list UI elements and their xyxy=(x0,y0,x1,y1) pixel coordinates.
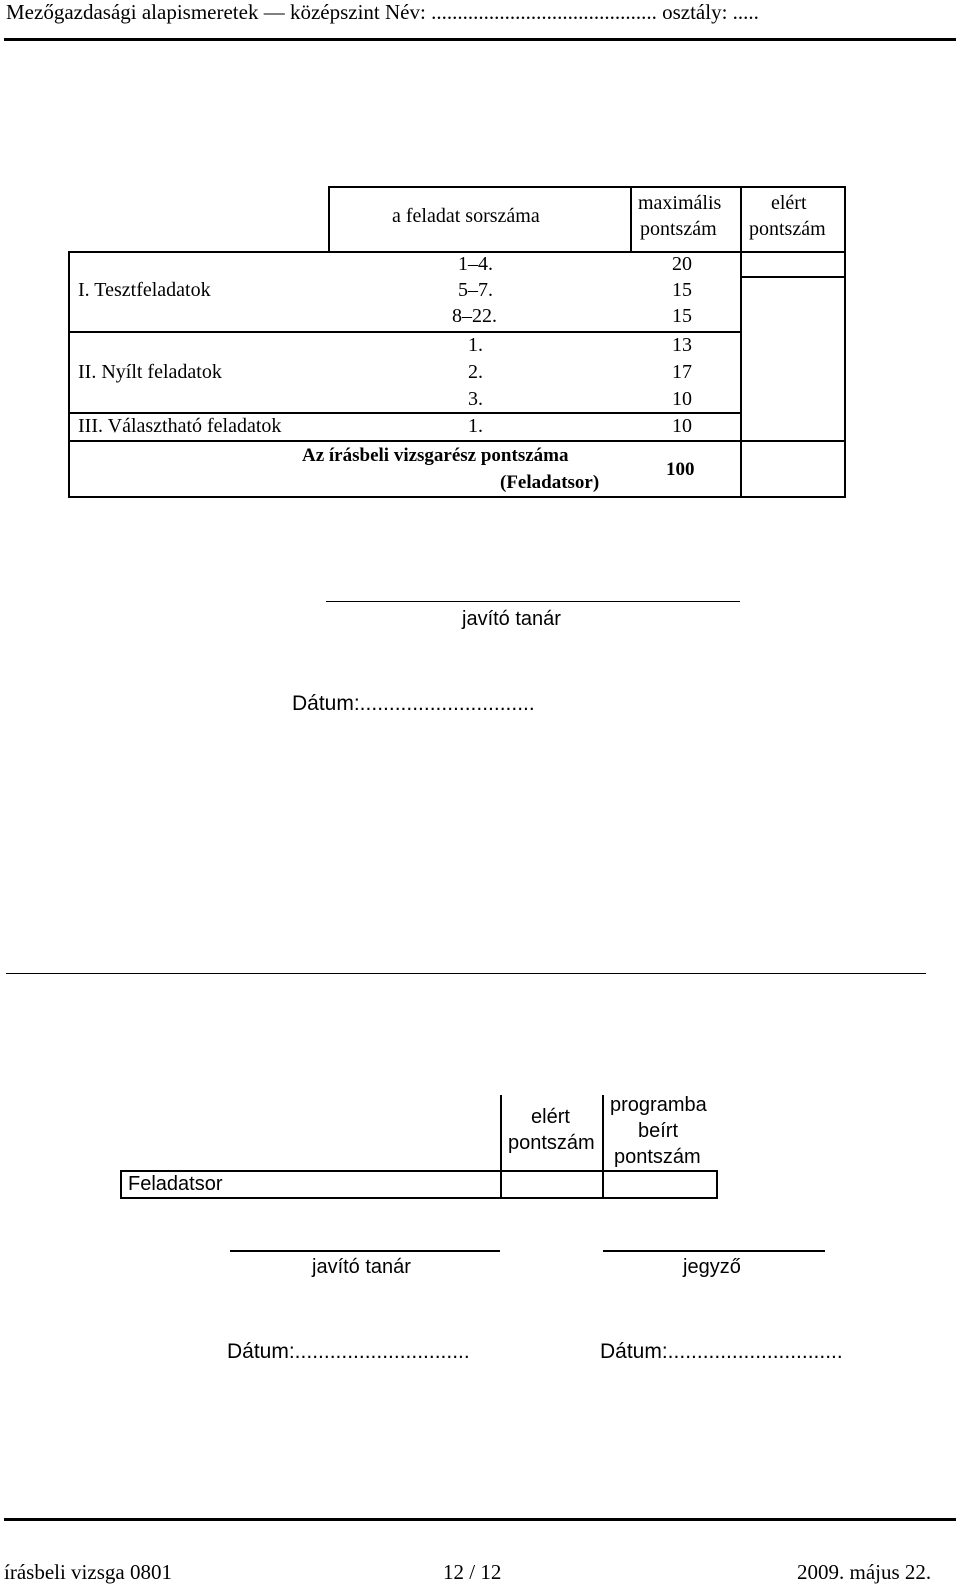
task-number-header: a feladat sorszáma xyxy=(392,205,540,227)
total-max-score: 100 xyxy=(666,459,695,480)
achieved-score-field[interactable] xyxy=(746,256,840,274)
entered-score-field[interactable] xyxy=(606,1173,714,1195)
section-divider xyxy=(6,973,926,974)
group-label-open: II. Nyílt feladatok xyxy=(78,361,222,383)
col-header-line2: beírt xyxy=(638,1120,679,1142)
signature-role: javító tanár xyxy=(462,608,561,630)
table-group2-bottom-border xyxy=(68,412,740,414)
max-score: 17 xyxy=(672,361,692,383)
max-score: 15 xyxy=(672,279,692,301)
table-header-bottom-border xyxy=(68,251,846,253)
table-top-border xyxy=(328,186,846,188)
signature-line xyxy=(603,1250,825,1252)
total-achieved-score-field[interactable] xyxy=(746,446,840,492)
achieved-score-header-line1: elért xyxy=(771,192,807,214)
task-number: 1–4. xyxy=(458,253,493,275)
max-score: 10 xyxy=(672,388,692,410)
signature-role-corrector: javító tanár xyxy=(312,1256,411,1278)
table-achieved-divider xyxy=(740,276,846,278)
achieved-score-header-line2: pontszám xyxy=(749,218,826,240)
col-header-line1: elért xyxy=(531,1106,570,1128)
table-right-border xyxy=(716,1170,718,1198)
task-number: 2. xyxy=(468,361,483,383)
table-max-col-border xyxy=(630,186,632,252)
date-field[interactable]: Dátum:.............................. xyxy=(292,692,535,715)
table-bottom-border xyxy=(68,496,846,498)
signature-line xyxy=(230,1250,500,1252)
max-score-header-line2: pontszám xyxy=(640,218,717,240)
max-score-header-line1: maximális xyxy=(638,192,722,214)
task-number: 5–7. xyxy=(458,279,493,301)
signature-line xyxy=(326,601,740,602)
table-left-border xyxy=(68,251,70,498)
max-score: 10 xyxy=(672,415,692,437)
date-field[interactable]: Dátum:.............................. xyxy=(600,1340,843,1363)
group-label-tests: I. Tesztfeladatok xyxy=(78,279,211,301)
table-col-border xyxy=(602,1095,604,1198)
table-top-border xyxy=(120,1170,718,1172)
header-divider xyxy=(4,38,956,41)
table-bottom-border xyxy=(120,1197,718,1199)
date-field[interactable]: Dátum:.............................. xyxy=(227,1340,470,1363)
table-group3-bottom-border xyxy=(68,440,846,442)
max-score: 15 xyxy=(672,305,692,327)
col-header-line3: pontszám xyxy=(614,1146,701,1168)
achieved-score-field[interactable] xyxy=(504,1173,600,1195)
task-number: 8–22. xyxy=(452,305,497,327)
task-number: 3. xyxy=(468,388,483,410)
footer-date: 2009. május 22. xyxy=(797,1560,932,1584)
table-header-left-border xyxy=(328,186,330,252)
total-label-line1: Az írásbeli vizsgarész pontszáma xyxy=(302,445,569,466)
table-right-border xyxy=(844,186,846,498)
max-score: 20 xyxy=(672,253,692,275)
page-header: Mezőgazdasági alapismeretek — középszint Név: ........................................... osztály: ..... xyxy=(6,0,759,24)
task-number: 1. xyxy=(468,415,483,437)
task-number: 1. xyxy=(468,334,483,356)
table-group1-bottom-border xyxy=(68,331,740,333)
signature-role-clerk: jegyző xyxy=(683,1256,741,1278)
col-header-line1: programba xyxy=(610,1094,707,1116)
footer-exam-code: írásbeli vizsga 0801 xyxy=(4,1560,172,1584)
table-achieved-col-border xyxy=(740,186,742,498)
col-header-line2: pontszám xyxy=(508,1132,595,1154)
total-label-line2: (Feladatsor) xyxy=(500,472,600,493)
footer-divider xyxy=(4,1518,956,1521)
group-label-optional: III. Választható feladatok xyxy=(78,415,282,437)
table-left-border xyxy=(120,1170,122,1198)
table-col-border xyxy=(500,1095,502,1198)
page-number: 12 / 12 xyxy=(443,1560,502,1584)
row-label: Feladatsor xyxy=(128,1173,223,1195)
max-score: 13 xyxy=(672,334,692,356)
